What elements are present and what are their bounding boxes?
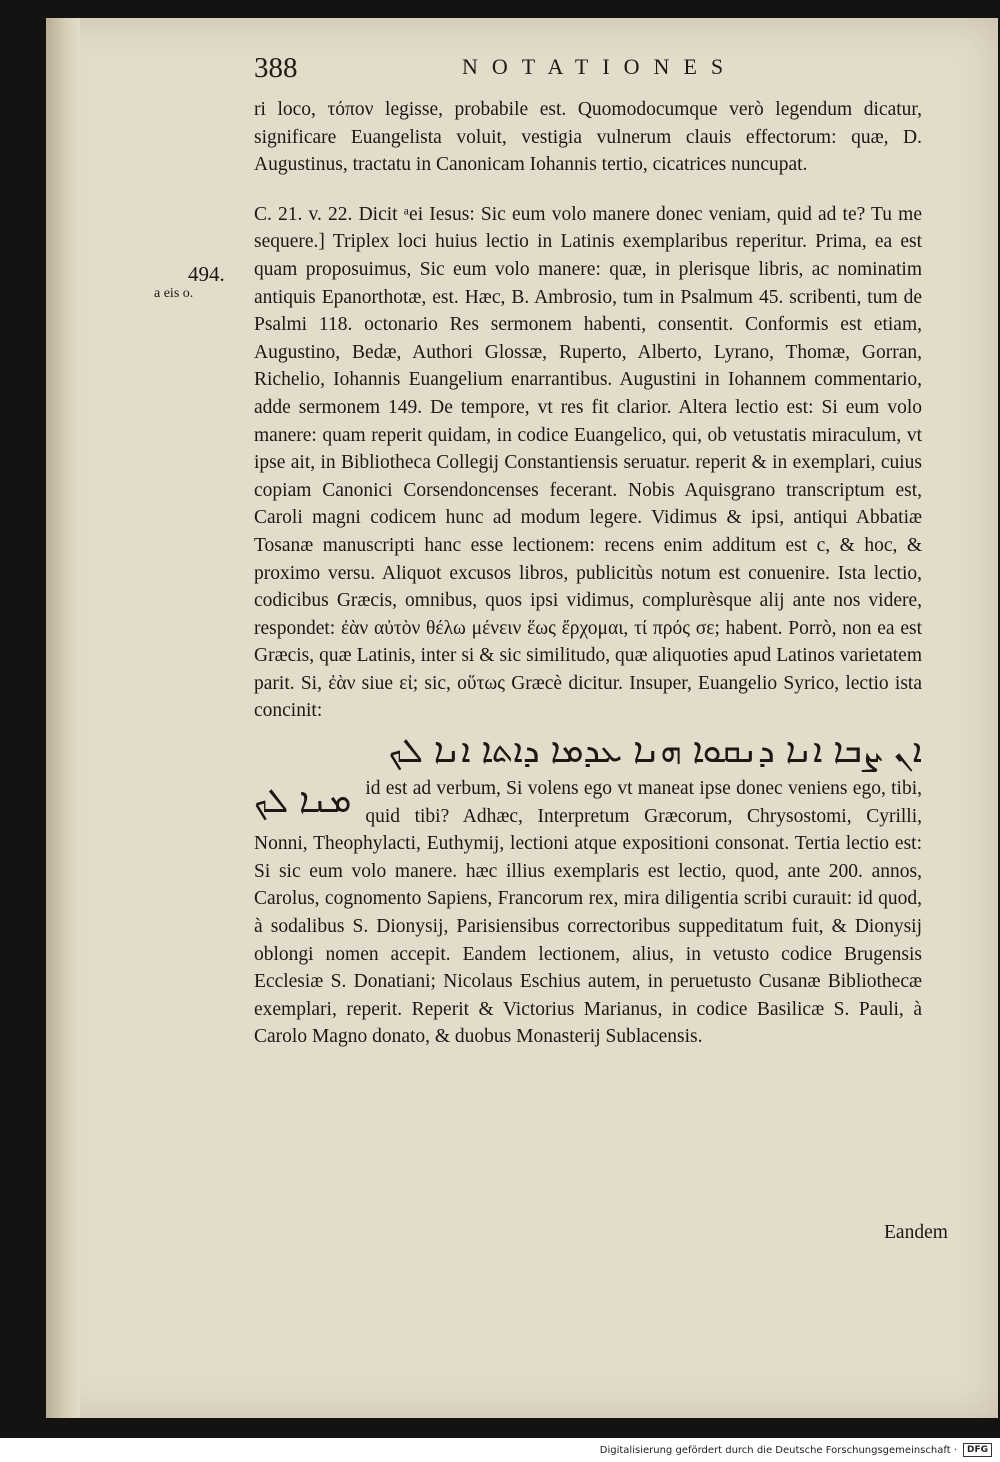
dfg-logo-icon: DFG bbox=[963, 1443, 992, 1457]
syriac-text-continued: ܡܢܐ ܠܟ bbox=[254, 781, 352, 822]
margin-note-number: 494. bbox=[188, 262, 225, 286]
catchword: Eandem bbox=[884, 1222, 948, 1243]
paragraph-2: C. 21. v. 22. Dicit ᵃei Iesus: Sic eum volo manere donec veniam, quid ad te? Tu me sequere.] Triplex loci huius lectio in Latinis exemplaribus reperitur. Prima, ea est quam proposuimus, Sic eum volo manere: quæ, in plerisque libris, ac nominatim antiquis Epanorthotæ, est. Hæc, B. Ambrosio, tum in Psalmum 45. scribenti, tum de Psalmi 118. octonario Res sermonem habenti, consentit. Conformis est etiam, Augustino, Bedæ, Authori Glossæ, Ruperto, Alberto, Lyrano, Thomæ, Gorran, Richelio, Iohannis Euangelium enarrantibus. Augustini in Iohannem commentario, adde sermonem 149. De tempore, vt res fit clarior. Altera lectio est: Si eum volo manere: quam reperit quidam, in codice Euangelico, qui, ob vetustatis miraculum, vt ipse ait, in Bibliotheca Collegij Constantiensis seruatur. reperit & in exemplari, cuius copiam Canonici Corsendoncenses fecerant. Nobis Aquisgrano transcriptum est, Caroli magni codicem hunc ad modum legere. Vidimus & ipsi, antiqui Abbatiæ Tosanæ manuscripti hanc esse lectionem: recens enim additum est c, & hoc, & proximo versu. Aliquot excusos libros, publicitùs notum est conuenire. Ista lectio, codicibus Græcis, omnibus, quos ipsi vidimus, complurèsque alij ante nos videre, respondet: ἐὰν αὐτὸν θέλω μένειν ἕως ἔρχομαι, τί πρός σε; habent. Porrò, non ea est Græcis, quæ Latinis, inter si & sic similitudo, quæ aliquoties apud Latinos varietatem parit. Si, ἐὰν siue εἰ; sic, οὕτως Græcè dicitur. Insuper, Euangelio Syrico, lectio ista concinit: bbox=[254, 203, 922, 722]
page-header bbox=[254, 52, 970, 92]
margin-note-reference: a eis o. bbox=[154, 286, 194, 301]
running-head: NOTATIONES bbox=[462, 54, 738, 79]
paragraph-3: id est ad verbum, Si volens ego vt maneat ipse donec veniens ego, tibi, quid tibi? Adhæc, Interpretum Græcorum, Chrysostomi, Cyrilli, Nonni, Theophylacti, Euthymij, lectioni atque expositioni consonat. Tertia lectio est: Si sic eum volo manere. hæc illius exemplaris est lectio, quod, ante 200. annos, Carolus, cognomento Sapiens, Francorum rex, mira diligentia scribi curauit: id quod, à sodalibus S. Dionysij, Parisiensibus correctoribus suppeditatum fuit, & Dionysij oblongi nomen accepit. Eandem lectionem, alius, in vetusto codice Brugensis Ecclesiæ S. Donatiani; Nicolaus Eschius autem, in peruetusto Cusanæ Bibliothecæ exemplari, reperit. Reperit & Victorius Marianus, in codice Basilicæ S. Pauli, à Carolo Magno donato, & duobus Monasterij Sublacensis. bbox=[254, 778, 922, 1048]
footer-bar bbox=[0, 1438, 1000, 1462]
page-gutter bbox=[46, 18, 80, 1418]
syriac-text: ܐܢ ܨܒܐ ܐܢܐ ܕܢܩܘܐ ܗܢܐ ܥܕܡܐ ܕܐܬܐ ܐܢܐ ܠܟ bbox=[388, 731, 922, 772]
page-number: 388 bbox=[254, 52, 298, 84]
main-text bbox=[254, 96, 922, 1051]
paragraph-1: ri loco, τόπον legisse, probabile est. Quomodocumque verò legendum dicatur, significare Euangelista voluit, vestigia vulnerum clauis effectorum: quæ, D. Augustinus, tractatu in Canonicam Iohannis tertio, cicatrices nuncupat. bbox=[254, 99, 922, 176]
footer-credit: Digitalisierung gefördert durch die Deutsche Forschungsgemeinschaft · bbox=[599, 1444, 957, 1456]
